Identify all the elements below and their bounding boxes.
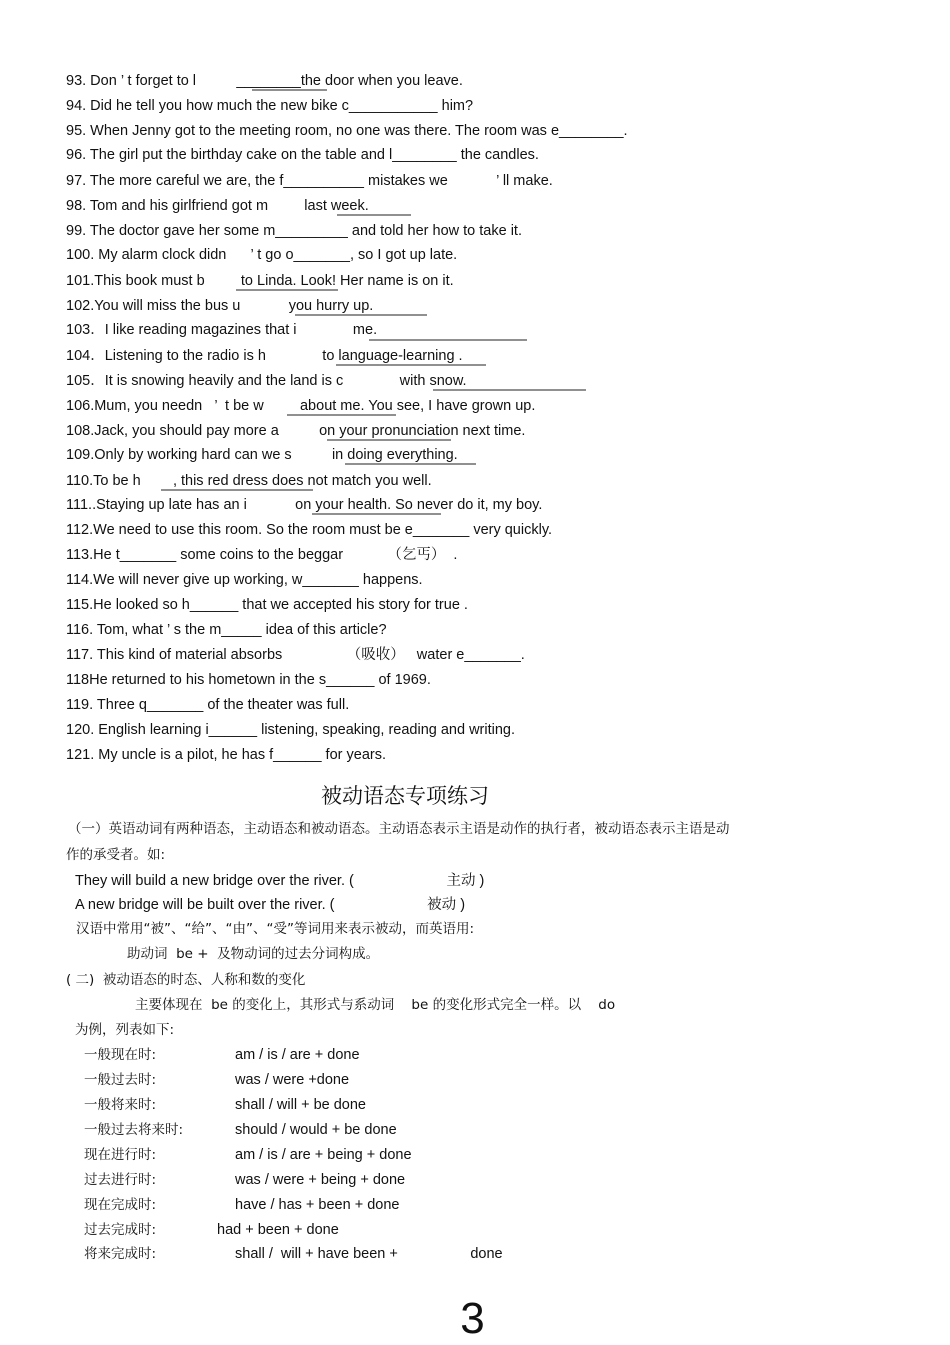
exercise-99: 99. The doctor gave her some m_________ and told her how to take it. xyxy=(66,223,522,239)
exercise-112: 112.We need to use this room. So the room must be e_______ very quickly. xyxy=(66,522,553,538)
tense-form: shall / will + be done xyxy=(235,1097,366,1113)
exercise-110: 110.To be h , this red dress does not match you well. xyxy=(66,473,432,489)
tense-form: am / is / are + done xyxy=(235,1047,360,1063)
exercise-114: 114.We will never give up working, w_______ happens. xyxy=(66,572,423,588)
exercise-117: 117. This kind of material absorbs （吸收） water e_______. xyxy=(66,647,525,663)
section-title: 被动语态专项练习 xyxy=(321,784,489,808)
tense-name: 过去进行时: xyxy=(84,1172,157,1188)
part2-desc-1: 主要体现在 be 的变化上，其形式与系动词 be 的变化形式完全一样。以 do xyxy=(135,997,616,1013)
tense-name: 一般将来时: xyxy=(84,1097,157,1113)
exercise-119: 119. Three q_______ of the theater was full. xyxy=(66,697,350,713)
tense-name: 一般过去时: xyxy=(84,1072,157,1088)
part2-heading: ( 二) 被动语态的时态、人称和数的变化 xyxy=(66,972,306,988)
page-number: 3 xyxy=(460,1294,485,1343)
tense-name: 将来完成时: xyxy=(84,1246,157,1262)
exercise-100: 100. My alarm clock didn ’ t go o_______, so I got up late. xyxy=(66,247,458,263)
tense-form: have / has + been + done xyxy=(235,1197,400,1213)
tense-name: 过去完成时: xyxy=(84,1222,157,1238)
exercise-120: 120. English learning i______ listening, speaking, reading and writing. xyxy=(66,722,515,738)
exercise-111: 111..Staying up late has an i on your health. So never do it, my boy. xyxy=(66,497,543,513)
tense-name: 一般过去将来时: xyxy=(84,1122,184,1138)
exercise-93: 93. Don ’ t forget to l ________the door when you leave. xyxy=(66,73,463,89)
exercise-96: 96. The girl put the birthday cake on the table and l________ the candles. xyxy=(66,147,539,163)
intro-line-3: 汉语中常用“被”、“给”、“由”、“受”等词用来表示被动，而英语用: xyxy=(76,921,474,937)
exercise-109: 109.Only by working hard can we s in doing everything. xyxy=(66,447,458,463)
exercise-103: 103．I like reading magazines that i me. xyxy=(66,322,378,338)
tense-name: 现在进行时: xyxy=(84,1147,157,1163)
exercise-97: 97. The more careful we are, the f__________ mistakes we ’ ll make. xyxy=(66,173,553,189)
tense-form: was / were +done xyxy=(235,1072,350,1088)
exercise-105: 105．It is snowing heavily and the land is c with snow. xyxy=(66,373,467,389)
tense-form: was / were + being + done xyxy=(235,1172,406,1188)
exercise-113: 113.He t_______ some coins to the beggar （乞丐） . xyxy=(66,547,458,563)
intro-line-1: （一）英语动词有两种语态，主动语态和被动语态。主动语态表示主语是动作的执行者，被动语态表示主语是动 xyxy=(68,821,730,837)
tense-form: shall / will + have been + done xyxy=(235,1246,503,1262)
part2-desc-2: 为例，列表如下: xyxy=(75,1022,175,1038)
exercise-108: 108.Jack, you should pay more a on your pronunciation next time. xyxy=(66,423,526,439)
intro-line-2: 作的承受者。如: xyxy=(66,847,166,863)
exercise-121: 121. My uncle is a pilot, he has f______ for years. xyxy=(66,747,386,763)
tense-form: am / is / are + being + done xyxy=(235,1147,412,1163)
exercise-115: 115.He looked so h______ that we accepted his story for true . xyxy=(66,597,468,613)
tense-form: should / would + be done xyxy=(235,1122,397,1138)
exercise-98: 98. Tom and his girlfriend got m last week. xyxy=(66,198,369,214)
example-passive: A new bridge will be built over the river. ( 被动 ) xyxy=(75,897,466,913)
exercise-118: 118He returned to his hometown in the s______ of 1969. xyxy=(66,672,431,688)
exercise-104: 104．Listening to the radio is h to language-learning . xyxy=(66,348,463,364)
exercise-116: 116. Tom, what ’ s the m_____ idea of this article? xyxy=(66,622,387,638)
exercise-106: 106.Mum, you needn ’ t be w about me. You see, I have grown up. xyxy=(66,398,536,414)
tense-form: had + been + done xyxy=(217,1222,339,1238)
exercise-102: 102.You will miss the bus u you hurry up. xyxy=(66,298,374,314)
tense-name: 现在完成时: xyxy=(84,1197,157,1213)
exercise-95: 95. When Jenny got to the meeting room, no one was there. The room was e________. xyxy=(66,123,628,139)
exercise-101: 101.This book must b to Linda. Look! Her name is on it. xyxy=(66,273,454,289)
tense-name: 一般现在时: xyxy=(84,1047,157,1063)
intro-line-4: 助动词 be + 及物动词的过去分词构成。 xyxy=(127,946,380,962)
example-active: They will build a new bridge over the river. ( 主动 ) xyxy=(75,873,485,889)
exercise-94: 94. Did he tell you how much the new bike c___________ him? xyxy=(66,98,474,114)
